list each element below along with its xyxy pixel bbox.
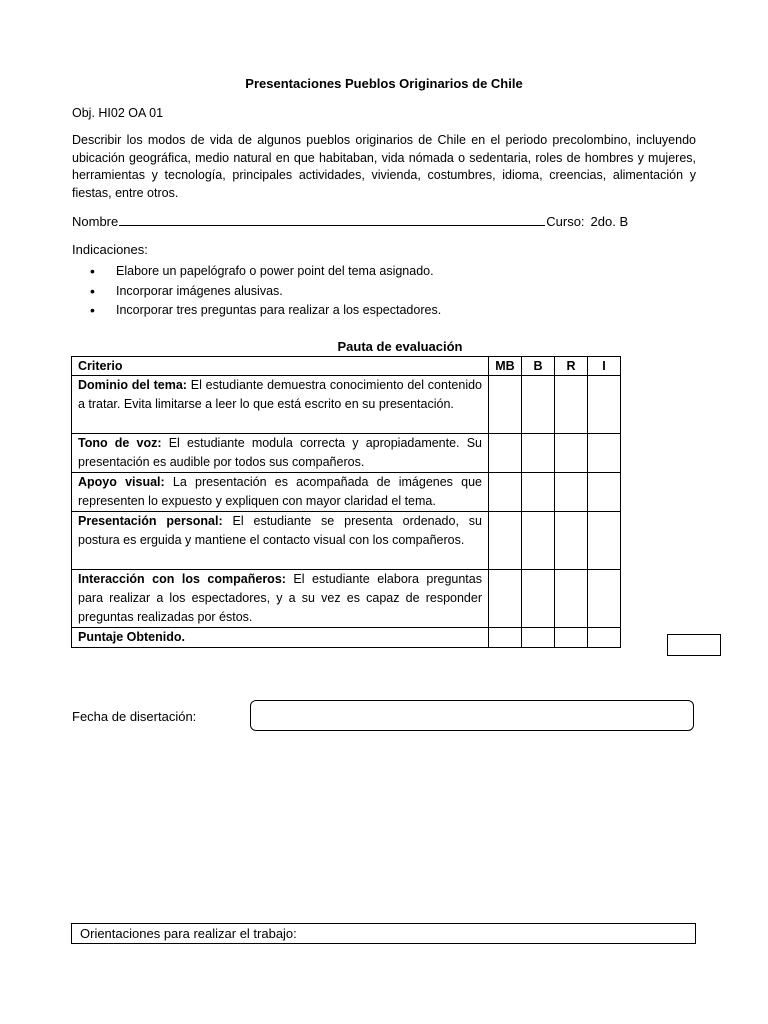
- score-cell-b[interactable]: [522, 434, 555, 473]
- header-i: I: [588, 357, 621, 376]
- score-cell-i[interactable]: [588, 628, 621, 648]
- nombre-label: Nombre: [72, 214, 119, 229]
- rubric-row: [72, 512, 621, 570]
- criterion-text: La presentación es acompañada de imágenes que representen lo expuesto y expliquen con mayor claridad el tema.: [78, 475, 482, 508]
- score-cell-i[interactable]: [588, 376, 621, 434]
- score-cell-r[interactable]: [555, 628, 588, 648]
- rubric-row: [72, 570, 621, 628]
- criterion-cell: [72, 512, 489, 570]
- header-criterio: Criterio: [72, 357, 489, 376]
- header-r: R: [555, 357, 588, 376]
- document-title: Presentaciones Pueblos Originarios de Chile: [245, 76, 523, 91]
- criterion-label: Dominio del tema:: [78, 378, 187, 392]
- total-label: Puntaje Obtenido.: [78, 630, 185, 644]
- criterion-label: Presentación personal:: [78, 514, 223, 528]
- total-score-box[interactable]: [667, 634, 721, 656]
- rubric-table: [71, 356, 621, 648]
- criterion-label: Tono de voz:: [78, 436, 162, 450]
- fecha-input-box[interactable]: [250, 700, 694, 731]
- score-cell-mb[interactable]: [489, 570, 522, 628]
- score-cell-b[interactable]: [522, 512, 555, 570]
- rubric-row: [72, 434, 621, 473]
- score-cell-r[interactable]: [555, 512, 588, 570]
- score-cell-b[interactable]: [522, 473, 555, 512]
- header-b: B: [522, 357, 555, 376]
- rubric-row: [72, 473, 621, 512]
- score-cell-r[interactable]: [555, 473, 588, 512]
- student-info-line: [72, 213, 696, 229]
- score-cell-mb[interactable]: [489, 376, 522, 434]
- criterion-cell: [72, 376, 489, 434]
- rubric-title: Pauta de evaluación: [337, 339, 463, 354]
- indicaciones-heading: Indicaciones:: [72, 242, 148, 257]
- nombre-blank-field[interactable]: [119, 213, 545, 226]
- criterion-text: El estudiante modula correcta y apropiadamente. Su presentación es audible por todos sus compañeros.: [78, 436, 482, 469]
- score-cell-b[interactable]: [522, 628, 555, 648]
- criterion-label: Apoyo visual:: [78, 475, 165, 489]
- objective-description: Describir los modos de vida de algunos pueblos originarios de Chile en el periodo precolombino, incluyendo ubicación geográfica, medio natural en que habitaban, vida nómada o sedentaria, roles de hombres y mujeres, herramientas y tecnología, principales actividades, vivienda, costumbres, idioma, creencias, alimentación y fiestas, entre otros.: [72, 133, 696, 200]
- criterion-cell: [72, 434, 489, 473]
- curso-value: 2do. B: [590, 214, 629, 229]
- score-cell-i[interactable]: [588, 512, 621, 570]
- score-cell-b[interactable]: [522, 570, 555, 628]
- score-cell-r[interactable]: [555, 434, 588, 473]
- criterion-text: El estudiante se presenta ordenado, su postura es erguida y mantiene el contacto visual con los compañeros.: [78, 514, 482, 547]
- score-cell-mb[interactable]: [489, 512, 522, 570]
- orientaciones-label: Orientaciones para realizar el trabajo:: [80, 926, 297, 941]
- criterion-label: Interacción con los compañeros:: [78, 572, 286, 586]
- curso-label: Curso:: [546, 214, 585, 229]
- fecha-label: Fecha de disertación:: [72, 709, 197, 724]
- score-cell-i[interactable]: [588, 473, 621, 512]
- score-cell-r[interactable]: [555, 376, 588, 434]
- indicacion-item: • Incorporar imágenes alusivas.: [90, 282, 441, 302]
- score-cell-mb[interactable]: [489, 434, 522, 473]
- score-cell-mb[interactable]: [489, 628, 522, 648]
- total-label-cell: [72, 628, 489, 648]
- indicacion-item: • Elabore un papelógrafo o power point del tema asignado.: [90, 262, 441, 282]
- objective-code: Obj. HI02 OA 01: [72, 106, 164, 120]
- indicacion-item: • Incorporar tres preguntas para realizar a los espectadores.: [90, 301, 441, 321]
- header-mb: MB: [489, 357, 522, 376]
- rubric-total-row: [72, 628, 621, 648]
- criterion-text: El estudiante demuestra conocimiento del contenido a tratar. Evita limitarse a leer lo que está escrito en su presentación.: [78, 378, 482, 411]
- orientaciones-box: [71, 923, 696, 944]
- score-cell-r[interactable]: [555, 570, 588, 628]
- criterion-text: El estudiante elabora preguntas para realizar a los espectadores, y a su vez es capaz de responder preguntas realizadas por éstos.: [78, 572, 482, 624]
- score-cell-b[interactable]: [522, 376, 555, 434]
- indicaciones-list: [90, 262, 441, 321]
- score-cell-i[interactable]: [588, 570, 621, 628]
- criterion-cell: [72, 570, 489, 628]
- rubric-row: [72, 376, 621, 434]
- criterion-cell: [72, 473, 489, 512]
- score-cell-i[interactable]: [588, 434, 621, 473]
- rubric-header-row: [72, 357, 621, 376]
- score-cell-mb[interactable]: [489, 473, 522, 512]
